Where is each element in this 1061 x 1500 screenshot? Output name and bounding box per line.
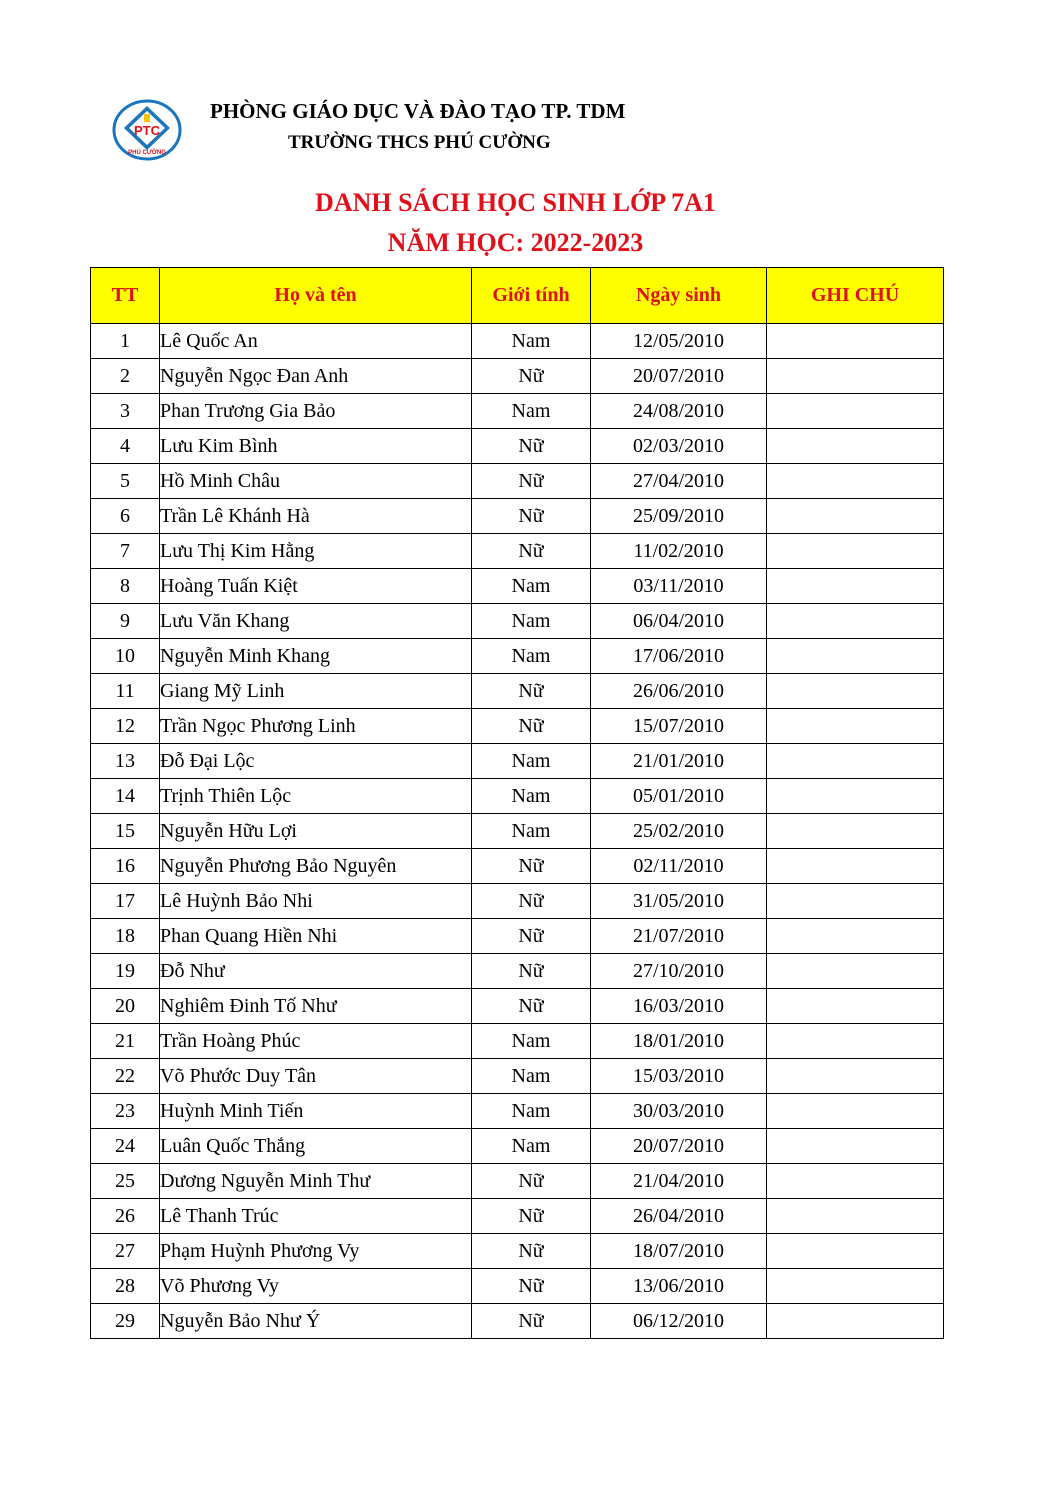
cell-note	[767, 884, 944, 919]
cell-tt: 13	[91, 744, 160, 779]
cell-note	[767, 919, 944, 954]
cell-gender: Nữ	[472, 499, 591, 534]
table-row	[91, 744, 944, 779]
cell-gender: Nam	[472, 639, 591, 674]
cell-note	[767, 394, 944, 429]
cell-tt: 25	[91, 1164, 160, 1199]
table-row	[91, 1059, 944, 1094]
table-body	[91, 324, 944, 1339]
cell-gender: Nữ	[472, 884, 591, 919]
cell-name: Luân Quốc Thắng	[160, 1129, 472, 1164]
document-title: DANH SÁCH HỌC SINH LỚP 7A1	[315, 188, 716, 217]
student-roster-table	[90, 267, 944, 1339]
cell-tt: 23	[91, 1094, 160, 1129]
cell-tt: 2	[91, 359, 160, 394]
cell-note	[767, 1199, 944, 1234]
cell-name: Trịnh Thiên Lộc	[160, 779, 472, 814]
cell-tt: 18	[91, 919, 160, 954]
cell-note	[767, 1234, 944, 1269]
cell-dob: 05/01/2010	[591, 779, 767, 814]
cell-tt: 5	[91, 464, 160, 499]
cell-note	[767, 989, 944, 1024]
cell-dob: 21/04/2010	[591, 1164, 767, 1199]
cell-dob: 20/07/2010	[591, 1129, 767, 1164]
cell-note	[767, 954, 944, 989]
cell-note	[767, 674, 944, 709]
cell-gender: Nữ	[472, 359, 591, 394]
cell-name: Lê Huỳnh Bảo Nhi	[160, 884, 472, 919]
cell-note	[767, 534, 944, 569]
cell-gender: Nam	[472, 394, 591, 429]
cell-gender: Nam	[472, 604, 591, 639]
cell-dob: 31/05/2010	[591, 884, 767, 919]
cell-dob: 15/03/2010	[591, 1059, 767, 1094]
cell-gender: Nữ	[472, 1164, 591, 1199]
col-header-gender: Giới tính	[472, 268, 591, 324]
cell-gender: Nam	[472, 814, 591, 849]
cell-dob: 25/02/2010	[591, 814, 767, 849]
cell-note	[767, 359, 944, 394]
cell-name: Lưu Văn Khang	[160, 604, 472, 639]
cell-gender: Nữ	[472, 849, 591, 884]
table-row	[91, 1164, 944, 1199]
cell-dob: 27/04/2010	[591, 464, 767, 499]
cell-dob: 16/03/2010	[591, 989, 767, 1024]
cell-gender: Nam	[472, 744, 591, 779]
cell-name: Lê Quốc An	[160, 324, 472, 359]
table-header-row	[91, 268, 944, 324]
cell-note	[767, 604, 944, 639]
cell-note	[767, 1024, 944, 1059]
cell-name: Nguyễn Phương Bảo Nguyên	[160, 849, 472, 884]
cell-tt: 1	[91, 324, 160, 359]
cell-name: Phạm Huỳnh Phương Vy	[160, 1234, 472, 1269]
cell-gender: Nữ	[472, 709, 591, 744]
cell-tt: 19	[91, 954, 160, 989]
cell-name: Võ Phước Duy Tân	[160, 1059, 472, 1094]
cell-dob: 25/09/2010	[591, 499, 767, 534]
table-row	[91, 779, 944, 814]
cell-name: Nguyễn Minh Khang	[160, 639, 472, 674]
cell-name: Nghiêm Đinh Tố Như	[160, 989, 472, 1024]
cell-gender: Nam	[472, 1094, 591, 1129]
table-row	[91, 1234, 944, 1269]
cell-dob: 17/06/2010	[591, 639, 767, 674]
cell-name: Lưu Kim Bình	[160, 429, 472, 464]
cell-gender: Nam	[472, 1024, 591, 1059]
cell-note	[767, 709, 944, 744]
table-row	[91, 709, 944, 744]
table-row	[91, 429, 944, 464]
cell-tt: 21	[91, 1024, 160, 1059]
cell-name: Trần Ngọc Phương Linh	[160, 709, 472, 744]
cell-tt: 29	[91, 1304, 160, 1339]
cell-tt: 12	[91, 709, 160, 744]
school-logo	[112, 99, 182, 161]
cell-tt: 6	[91, 499, 160, 534]
cell-tt: 20	[91, 989, 160, 1024]
cell-gender: Nữ	[472, 464, 591, 499]
col-header-tt: TT	[91, 268, 160, 324]
col-header-dob: Ngày sinh	[591, 268, 767, 324]
cell-name: Võ Phương Vy	[160, 1269, 472, 1304]
cell-gender: Nữ	[472, 429, 591, 464]
cell-gender: Nữ	[472, 1199, 591, 1234]
cell-tt: 28	[91, 1269, 160, 1304]
table-row	[91, 954, 944, 989]
cell-name: Lưu Thị Kim Hằng	[160, 534, 472, 569]
table-row	[91, 814, 944, 849]
table-row	[91, 534, 944, 569]
cell-gender: Nữ	[472, 534, 591, 569]
cell-gender: Nữ	[472, 989, 591, 1024]
table-row	[91, 1199, 944, 1234]
cell-dob: 11/02/2010	[591, 534, 767, 569]
table-row	[91, 569, 944, 604]
cell-tt: 16	[91, 849, 160, 884]
cell-dob: 02/11/2010	[591, 849, 767, 884]
cell-gender: Nam	[472, 1129, 591, 1164]
cell-dob: 03/11/2010	[591, 569, 767, 604]
cell-dob: 24/08/2010	[591, 394, 767, 429]
cell-tt: 8	[91, 569, 160, 604]
cell-name: Hồ Minh Châu	[160, 464, 472, 499]
cell-tt: 9	[91, 604, 160, 639]
table-row	[91, 464, 944, 499]
cell-note	[767, 1304, 944, 1339]
school-year: NĂM HỌC: 2022-2023	[387, 228, 644, 257]
cell-dob: 20/07/2010	[591, 359, 767, 394]
cell-gender: Nữ	[472, 954, 591, 989]
cell-name: Đỗ Đại Lộc	[160, 744, 472, 779]
table-row	[91, 604, 944, 639]
cell-tt: 24	[91, 1129, 160, 1164]
cell-dob: 12/05/2010	[591, 324, 767, 359]
svg-text:PTC: PTC	[134, 123, 160, 138]
table-row	[91, 639, 944, 674]
cell-name: Nguyễn Bảo Như Ý	[160, 1304, 472, 1339]
cell-gender: Nữ	[472, 919, 591, 954]
cell-name: Huỳnh Minh Tiến	[160, 1094, 472, 1129]
cell-gender: Nữ	[472, 1269, 591, 1304]
cell-note	[767, 779, 944, 814]
cell-note	[767, 569, 944, 604]
cell-dob: 18/01/2010	[591, 1024, 767, 1059]
cell-gender: Nam	[472, 569, 591, 604]
cell-gender: Nữ	[472, 1234, 591, 1269]
cell-note	[767, 744, 944, 779]
cell-tt: 22	[91, 1059, 160, 1094]
table-row	[91, 359, 944, 394]
table-row	[91, 674, 944, 709]
cell-note	[767, 1059, 944, 1094]
cell-gender: Nam	[472, 1059, 591, 1094]
cell-dob: 02/03/2010	[591, 429, 767, 464]
cell-name: Trần Hoàng Phúc	[160, 1024, 472, 1059]
cell-dob: 27/10/2010	[591, 954, 767, 989]
col-header-note: GHI CHÚ	[767, 268, 944, 324]
cell-tt: 14	[91, 779, 160, 814]
cell-dob: 26/06/2010	[591, 674, 767, 709]
cell-dob: 06/04/2010	[591, 604, 767, 639]
cell-name: Trần Lê Khánh Hà	[160, 499, 472, 534]
cell-tt: 4	[91, 429, 160, 464]
cell-gender: Nữ	[472, 674, 591, 709]
cell-note	[767, 429, 944, 464]
svg-text:PHÚ CƯỜNG: PHÚ CƯỜNG	[128, 150, 166, 156]
table-row	[91, 324, 944, 359]
table-row	[91, 499, 944, 534]
cell-note	[767, 499, 944, 534]
cell-note	[767, 324, 944, 359]
cell-name: Hoàng Tuấn Kiệt	[160, 569, 472, 604]
cell-tt: 27	[91, 1234, 160, 1269]
cell-gender: Nam	[472, 779, 591, 814]
table-row	[91, 989, 944, 1024]
table-row	[91, 849, 944, 884]
table-row	[91, 919, 944, 954]
cell-name: Phan Quang Hiền Nhi	[160, 919, 472, 954]
cell-tt: 10	[91, 639, 160, 674]
table-row	[91, 1129, 944, 1164]
cell-note	[767, 464, 944, 499]
cell-dob: 26/04/2010	[591, 1199, 767, 1234]
cell-note	[767, 639, 944, 674]
table-row	[91, 1094, 944, 1129]
cell-name: Nguyễn Ngọc Đan Anh	[160, 359, 472, 394]
table-row	[91, 884, 944, 919]
table-row	[91, 1304, 944, 1339]
table-row	[91, 1024, 944, 1059]
cell-dob: 21/07/2010	[591, 919, 767, 954]
cell-name: Giang Mỹ Linh	[160, 674, 472, 709]
cell-dob: 18/07/2010	[591, 1234, 767, 1269]
cell-name: Phan Trương Gia Bảo	[160, 394, 472, 429]
cell-note	[767, 849, 944, 884]
cell-dob: 30/03/2010	[591, 1094, 767, 1129]
cell-tt: 11	[91, 674, 160, 709]
cell-tt: 7	[91, 534, 160, 569]
cell-dob: 13/06/2010	[591, 1269, 767, 1304]
cell-tt: 17	[91, 884, 160, 919]
cell-dob: 15/07/2010	[591, 709, 767, 744]
cell-note	[767, 1129, 944, 1164]
school-name: TRƯỜNG THCS PHÚ CƯỜNG	[288, 132, 551, 153]
table-row	[91, 394, 944, 429]
cell-name: Đỗ Như	[160, 954, 472, 989]
table-row	[91, 1269, 944, 1304]
cell-tt: 15	[91, 814, 160, 849]
cell-note	[767, 814, 944, 849]
cell-name: Dương Nguyễn Minh Thư	[160, 1164, 472, 1199]
cell-gender: Nữ	[472, 1304, 591, 1339]
cell-tt: 3	[91, 394, 160, 429]
cell-note	[767, 1269, 944, 1304]
cell-name: Lê Thanh Trúc	[160, 1199, 472, 1234]
department-name: PHÒNG GIÁO DỤC VÀ ĐÀO TẠO TP. TDM	[210, 99, 626, 123]
cell-tt: 26	[91, 1199, 160, 1234]
cell-dob: 06/12/2010	[591, 1304, 767, 1339]
cell-dob: 21/01/2010	[591, 744, 767, 779]
cell-note	[767, 1164, 944, 1199]
cell-note	[767, 1094, 944, 1129]
col-header-name: Họ và tên	[160, 268, 472, 324]
cell-name: Nguyễn Hữu Lợi	[160, 814, 472, 849]
cell-gender: Nam	[472, 324, 591, 359]
